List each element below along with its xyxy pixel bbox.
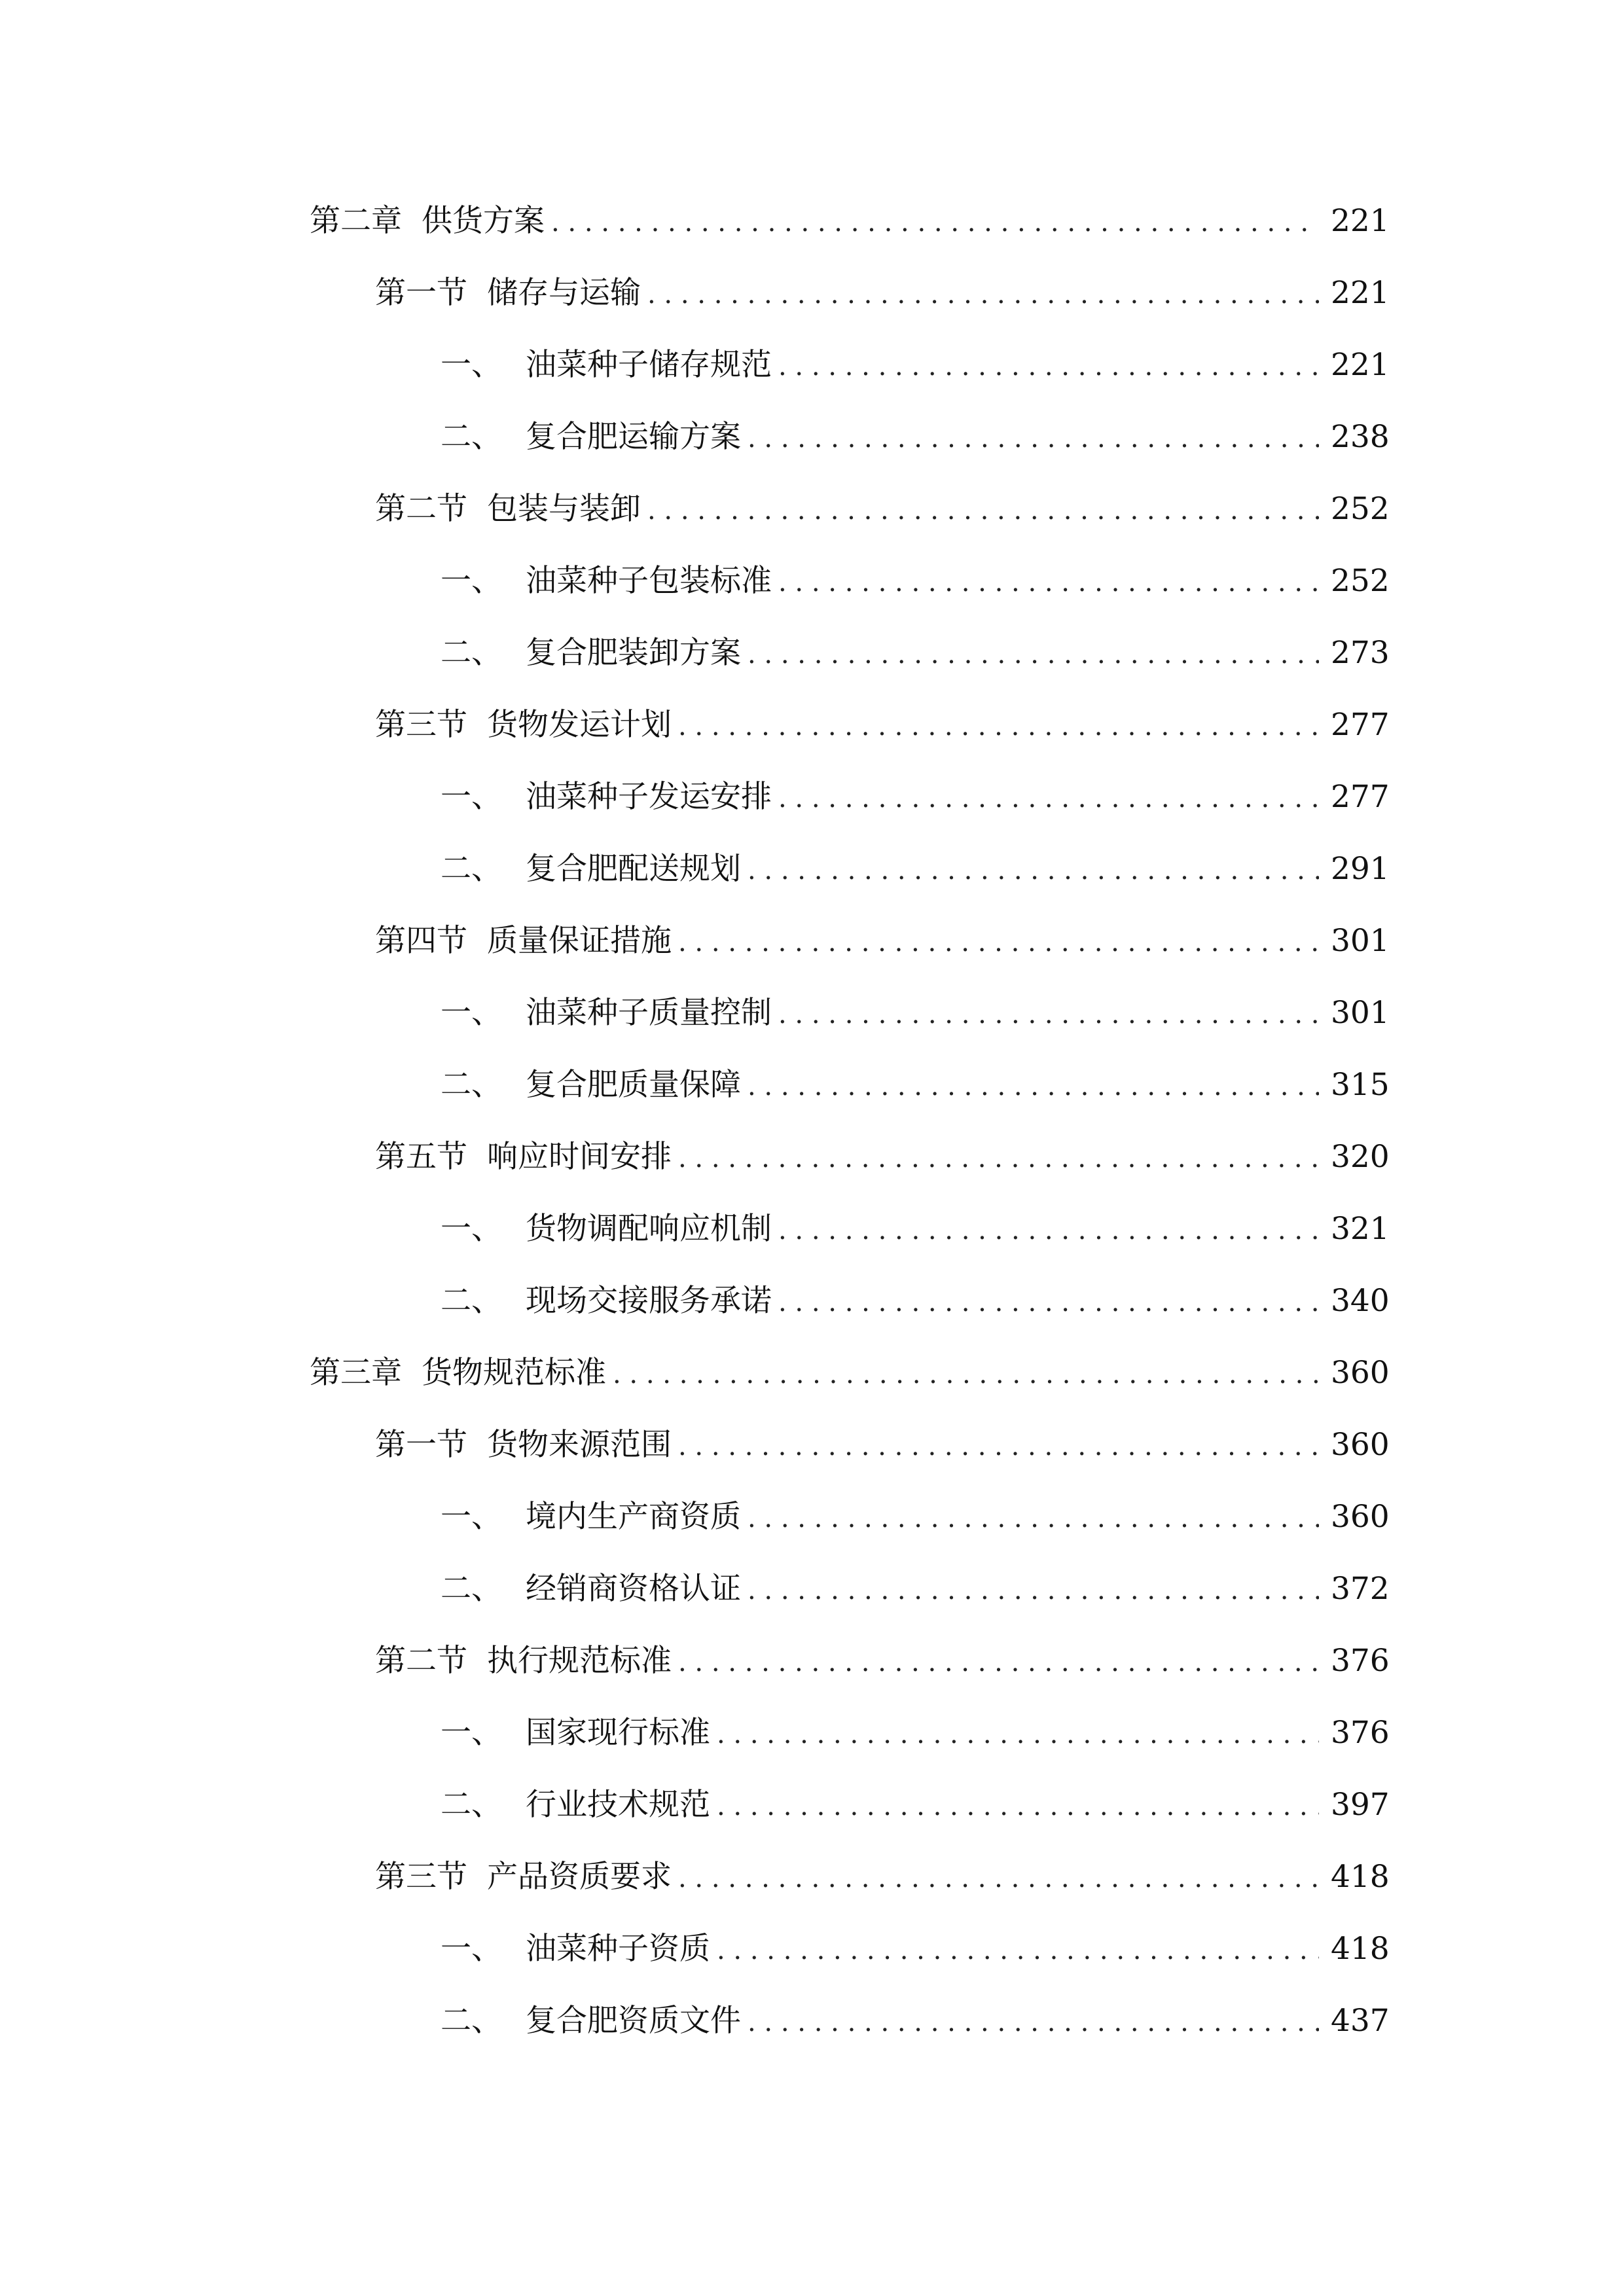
toc-section-entry[interactable]	[310, 905, 1390, 977]
toc-page-number: 360	[1331, 1355, 1390, 1391]
toc-dot-leader	[748, 1553, 1319, 1626]
toc-entry-number: 二、	[441, 851, 502, 887]
toc-entry-number: 二、	[441, 2003, 502, 2039]
toc-entry-number: 二、	[441, 1787, 502, 1823]
toc-entry-number: 二、	[441, 1067, 502, 1103]
toc-dot-leader	[551, 185, 1319, 259]
toc-entry-number: 第四节	[375, 923, 467, 959]
toc-page-number: 376	[1331, 1643, 1390, 1679]
toc-dot-leader	[778, 977, 1319, 1050]
toc-dot-leader	[678, 1121, 1319, 1194]
toc-subsection-entry[interactable]	[310, 833, 1390, 905]
toc-entry-number: 第二节	[375, 1643, 467, 1679]
toc-dot-leader	[778, 545, 1319, 619]
toc-entry-title: 复合肥资质文件	[526, 2003, 741, 2039]
toc-page-number: 376	[1331, 1715, 1390, 1751]
toc-section-entry[interactable]	[310, 1841, 1390, 1913]
toc-entry-title: 储存与运输	[487, 275, 641, 311]
toc-page-number: 360	[1331, 1499, 1390, 1535]
toc-page-number: 238	[1331, 419, 1390, 455]
toc-dot-leader	[778, 761, 1319, 834]
toc-page-number: 437	[1331, 2003, 1390, 2039]
toc-entry-number: 第一节	[375, 1427, 467, 1463]
toc-chapter-entry[interactable]	[310, 185, 1390, 257]
toc-entry-number: 第三节	[375, 707, 467, 743]
toc-entry-title: 复合肥配送规划	[526, 851, 741, 887]
toc-dot-leader	[613, 1337, 1319, 1410]
toc-entry-number: 一、	[441, 563, 502, 599]
toc-entry-number: 一、	[441, 1715, 502, 1751]
toc-entry-number: 第二章	[310, 203, 402, 239]
toc-page-number: 372	[1331, 1571, 1390, 1607]
toc-subsection-entry[interactable]	[310, 1481, 1390, 1553]
toc-page-number: 320	[1331, 1139, 1390, 1175]
toc-section-entry[interactable]	[310, 257, 1390, 329]
toc-page-number: 277	[1331, 707, 1390, 743]
table-of-contents	[310, 185, 1390, 2057]
toc-subsection-entry[interactable]	[310, 329, 1390, 401]
toc-dot-leader	[748, 401, 1319, 475]
toc-entry-title: 现场交接服务承诺	[526, 1283, 772, 1319]
toc-dot-leader	[678, 689, 1319, 762]
toc-entry-number: 一、	[441, 1211, 502, 1247]
toc-entry-number: 二、	[441, 419, 502, 455]
toc-entry-number: 第五节	[375, 1139, 467, 1175]
toc-subsection-entry[interactable]	[310, 1265, 1390, 1337]
toc-section-entry[interactable]	[310, 473, 1390, 545]
toc-entry-number: 一、	[441, 779, 502, 815]
toc-dot-leader	[748, 1985, 1319, 2058]
toc-entry-number: 第三节	[375, 1859, 467, 1895]
toc-page-number: 221	[1331, 203, 1390, 239]
toc-entry-title: 油菜种子质量控制	[526, 995, 772, 1031]
toc-page-number: 221	[1331, 275, 1390, 311]
toc-dot-leader	[647, 257, 1319, 331]
toc-entry-title: 境内生产商资质	[526, 1499, 741, 1535]
toc-entry-title: 油菜种子储存规范	[526, 347, 772, 383]
toc-dot-leader	[717, 1769, 1319, 1842]
toc-section-entry[interactable]	[310, 1409, 1390, 1481]
toc-dot-leader	[717, 1697, 1319, 1770]
toc-entry-number: 第二节	[375, 491, 467, 527]
toc-entry-title: 产品资质要求	[487, 1859, 672, 1895]
toc-subsection-entry[interactable]	[310, 977, 1390, 1049]
toc-dot-leader	[678, 1409, 1319, 1482]
toc-subsection-entry[interactable]	[310, 401, 1390, 473]
toc-subsection-entry[interactable]	[310, 1193, 1390, 1265]
toc-dot-leader	[778, 1193, 1319, 1266]
toc-page-number: 273	[1331, 635, 1390, 671]
toc-entry-title: 包装与装卸	[487, 491, 641, 527]
toc-entry-title: 复合肥装卸方案	[526, 635, 741, 671]
toc-entry-number: 二、	[441, 1283, 502, 1319]
toc-entry-number: 一、	[441, 1931, 502, 1967]
toc-dot-leader	[678, 1625, 1319, 1698]
toc-entry-title: 国家现行标准	[526, 1715, 710, 1751]
toc-page-number: 360	[1331, 1427, 1390, 1463]
toc-dot-leader	[678, 905, 1319, 978]
toc-dot-leader	[748, 833, 1319, 906]
toc-dot-leader	[647, 473, 1319, 547]
toc-entry-title: 供货方案	[422, 203, 545, 239]
toc-dot-leader	[717, 1913, 1319, 1986]
toc-subsection-entry[interactable]	[310, 545, 1390, 617]
toc-page-number: 321	[1331, 1211, 1390, 1247]
toc-dot-leader	[778, 329, 1319, 403]
toc-dot-leader	[748, 617, 1319, 691]
toc-dot-leader	[678, 1841, 1319, 1914]
toc-entry-number: 一、	[441, 995, 502, 1031]
toc-entry-number: 二、	[441, 1571, 502, 1607]
toc-page-number: 418	[1331, 1859, 1390, 1895]
toc-dot-leader	[748, 1049, 1319, 1122]
toc-entry-title: 执行规范标准	[487, 1643, 672, 1679]
toc-dot-leader	[748, 1481, 1319, 1554]
toc-subsection-entry[interactable]	[310, 1985, 1390, 2057]
toc-page-number: 301	[1331, 995, 1390, 1031]
toc-subsection-entry[interactable]	[310, 1913, 1390, 1985]
toc-entry-number: 第一节	[375, 275, 467, 311]
toc-subsection-entry[interactable]	[310, 1697, 1390, 1769]
toc-entry-number: 第三章	[310, 1355, 402, 1391]
toc-page-number: 252	[1331, 563, 1390, 599]
toc-entry-title: 质量保证措施	[487, 923, 672, 959]
toc-entry-title: 响应时间安排	[487, 1139, 672, 1175]
toc-section-entry[interactable]	[310, 1121, 1390, 1193]
toc-entry-title: 经销商资格认证	[526, 1571, 741, 1607]
toc-chapter-entry[interactable]	[310, 1337, 1390, 1409]
toc-page-number: 397	[1331, 1787, 1390, 1823]
toc-entry-number: 一、	[441, 347, 502, 383]
toc-subsection-entry[interactable]	[310, 1049, 1390, 1121]
toc-entry-number: 一、	[441, 1499, 502, 1535]
toc-entry-title: 货物调配响应机制	[526, 1211, 772, 1247]
toc-page-number: 315	[1331, 1067, 1390, 1103]
toc-entry-title: 复合肥运输方案	[526, 419, 741, 455]
toc-section-entry[interactable]	[310, 689, 1390, 761]
toc-entry-number: 二、	[441, 635, 502, 671]
toc-page-number: 221	[1331, 347, 1390, 383]
toc-entry-title: 复合肥质量保障	[526, 1067, 741, 1103]
toc-page-number: 277	[1331, 779, 1390, 815]
toc-entry-title: 行业技术规范	[526, 1787, 710, 1823]
toc-subsection-entry[interactable]	[310, 761, 1390, 833]
toc-subsection-entry[interactable]	[310, 617, 1390, 689]
toc-subsection-entry[interactable]	[310, 1769, 1390, 1841]
toc-entry-title: 货物来源范围	[487, 1427, 672, 1463]
toc-entry-title: 油菜种子发运安排	[526, 779, 772, 815]
toc-entry-title: 货物发运计划	[487, 707, 672, 743]
toc-page-number: 252	[1331, 491, 1390, 527]
toc-entry-title: 油菜种子资质	[526, 1931, 710, 1967]
toc-dot-leader	[778, 1265, 1319, 1338]
toc-page-number: 340	[1331, 1283, 1390, 1319]
toc-subsection-entry[interactable]	[310, 1553, 1390, 1625]
toc-page-number: 291	[1331, 851, 1390, 887]
toc-page-number: 301	[1331, 923, 1390, 959]
toc-page-number: 418	[1331, 1931, 1390, 1967]
toc-entry-title: 货物规范标准	[422, 1355, 606, 1391]
toc-section-entry[interactable]	[310, 1625, 1390, 1697]
toc-entry-title: 油菜种子包装标准	[526, 563, 772, 599]
